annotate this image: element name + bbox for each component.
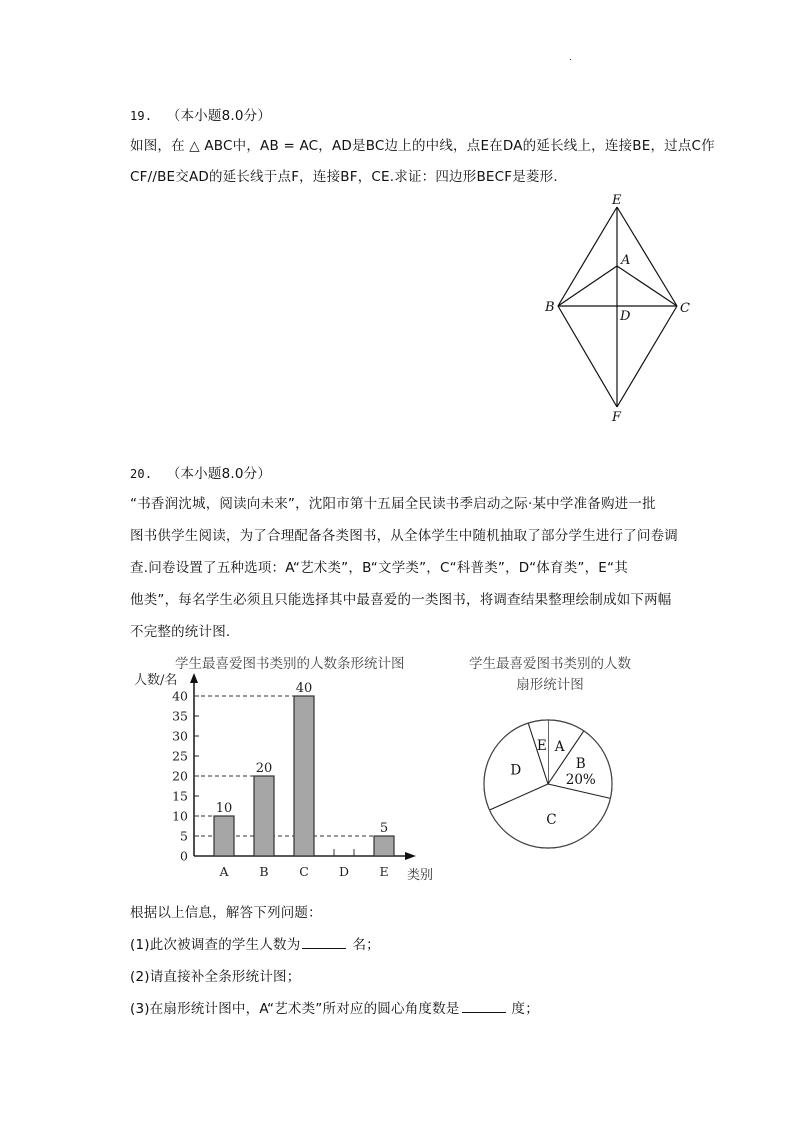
bar-chart-title: 学生最喜爱图书类别的人数条形统计图 (175, 656, 405, 672)
q20-header (130, 462, 271, 482)
edge-BF (558, 306, 617, 407)
q20-number: 20. (130, 467, 153, 481)
data-label-C: 40 (295, 681, 313, 696)
y-tick-label: 25 (172, 748, 188, 764)
bar-A (214, 816, 234, 856)
pie-percent-B: 20% (565, 772, 596, 789)
q19-line2: CF//BE交AD的延长线于点F，连接BF，CE.求证：四边形BECF是菱形. (130, 169, 558, 185)
label-D: D (620, 309, 631, 324)
q20-paragraph-line: 不完整的统计图. (130, 624, 231, 640)
q19-header (130, 104, 271, 124)
rhombus-figure (530, 185, 710, 430)
x-axis-arrow-icon (405, 852, 416, 860)
bar-chart (125, 645, 445, 890)
edge-AC (617, 266, 677, 306)
pie-label-D: D (510, 762, 522, 779)
bar-C (294, 696, 314, 856)
data-label-E: 5 (379, 821, 389, 836)
y-tick-label: 15 (172, 788, 188, 804)
bar-B (254, 776, 274, 856)
pie-chart-title-line1: 学生最喜爱图书类别的人数 (469, 656, 631, 672)
x-tick-label-C: C (299, 864, 309, 879)
pie-label-B: B (575, 756, 586, 773)
y-axis-label: 人数/名 (134, 673, 178, 688)
q20-paragraph-line: 图书供学生阅读，为了合理配备各类图书，从全体学生中随机抽取了部分学生进行了问卷调 (130, 528, 678, 544)
edge-AB (558, 266, 617, 306)
label-E: E (612, 193, 622, 208)
edge-EB (558, 207, 617, 306)
x-tick-label-A: A (219, 864, 229, 879)
q19-line1: 如图，在 △ ABC中，AB = AC，AD是BC边上的中线，点E在DA的延长线上，连接BE，过点C作 (130, 138, 715, 154)
label-C: C (680, 301, 690, 316)
x-tick-label-B: B (259, 864, 269, 879)
q20-intro: 根据以上信息，解答下列问题： (130, 905, 322, 921)
x-tick-label-E: E (379, 864, 389, 879)
label-F: F (612, 410, 622, 425)
label-B: B (545, 300, 555, 315)
question-2-text: (2)请直接补全条形统计图； (130, 969, 301, 985)
question-1-text: (1)此次被调查的学生人数为 (130, 937, 301, 953)
y-tick-label: 40 (172, 688, 188, 704)
y-tick-label: 5 (180, 828, 188, 844)
y-tick-label: 0 (180, 848, 188, 864)
q20-paragraph-line: “书香润沈城，阅读向未来”，沈阳市第十五届全民读书季启动之际·某中学准备购进一批 (130, 496, 656, 512)
question-3-text: (3)在扇形统计图中，A“艺术类”所对应的圆心角度数是 (130, 1001, 460, 1017)
q20-paragraph-line: 查.问卷设置了五种选项：A“艺术类”，B“文学类”，C“科普类”，D“体育类”，E“其 (130, 560, 628, 576)
page-dot (570, 59, 571, 60)
data-label-B: 20 (255, 761, 273, 776)
q20-question-2 (130, 965, 300, 985)
q20-paragraph-line: 他类”，每名学生必须且只能选择其中最喜爱的一类图书，将调查结果整理绘制成如下两幅 (130, 592, 672, 608)
answer-blank-3[interactable] (462, 1000, 506, 1013)
y-axis-arrow-icon (190, 673, 198, 683)
data-label-A: 10 (215, 801, 233, 816)
label-A: A (621, 253, 631, 268)
q20-question-3 (130, 997, 539, 1017)
y-tick-label: 35 (172, 708, 188, 724)
y-tick-label: 10 (172, 808, 188, 824)
pie-chart-title-line2: 扇形统计图 (516, 677, 584, 693)
pie-chart (450, 645, 650, 885)
q20-score: （本小题8.0分） (166, 466, 272, 482)
q19-number: 19. (130, 109, 153, 123)
q19-score: （本小题8.0分） (166, 108, 272, 124)
pie-label-C: C (546, 812, 557, 829)
x-axis-label: 类别 (407, 868, 434, 883)
y-tick-label: 20 (172, 768, 188, 784)
pie-label-E: E (536, 737, 547, 754)
q20-question-1 (130, 933, 380, 953)
question-1-suffix: 名； (352, 937, 380, 953)
pie-label-A: A (554, 739, 565, 756)
answer-blank-1[interactable] (302, 936, 346, 949)
y-tick-label: 30 (172, 728, 188, 744)
x-tick-label-D: D (338, 864, 350, 879)
question-3-suffix: 度； (511, 1001, 539, 1017)
bar-E (374, 836, 394, 856)
